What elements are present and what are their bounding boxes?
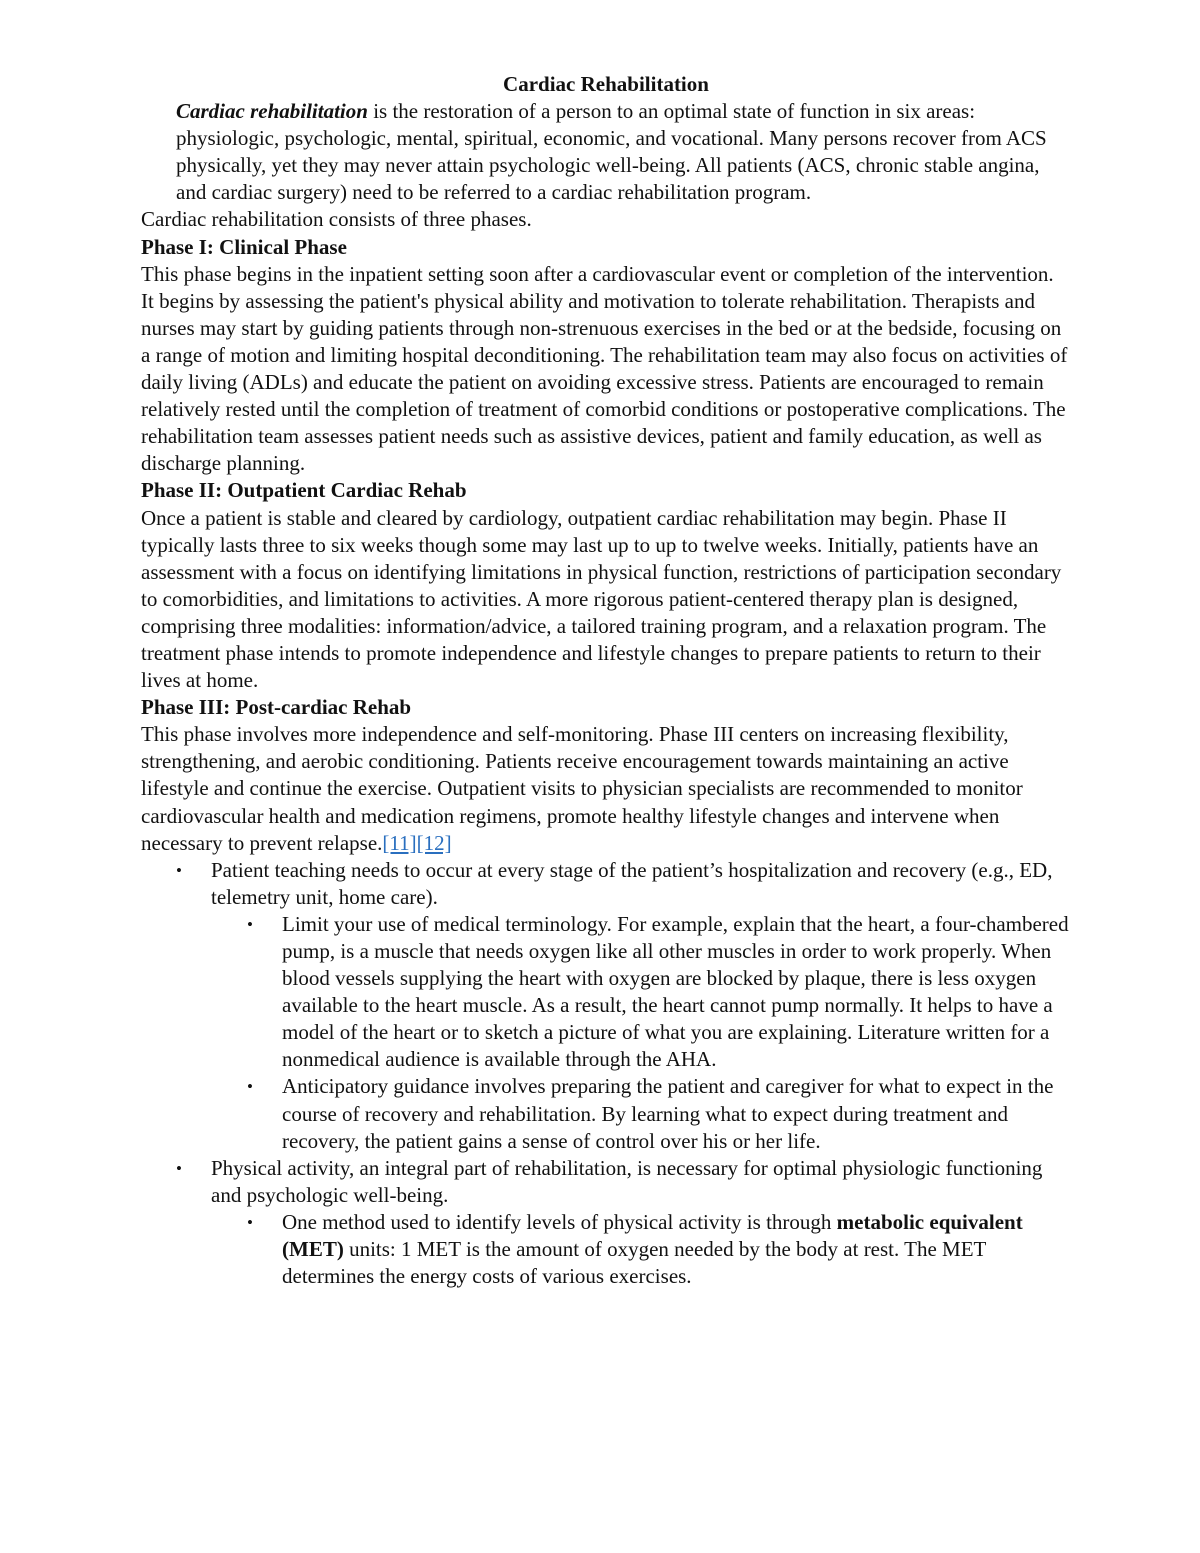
sub-list-item-text: Limit your use of medical terminology. For example, explain that the heart, a four-chambered pump, is a muscle that needs oxygen like all other muscles in order to work properly. When blood vessels supplying the heart with oxygen are blocked by plaque, there is less oxygen available to the heart muscle. As a result, the heart cannot pump normally. It helps to have a model of the heart or to sketch a picture of what you are explaining. Literature written for a nonmedical audience is available through the AHA. [282,911,1069,1072]
document-content [141,71,1071,1290]
document-title: Cardiac Rehabilitation [503,72,709,96]
intro-paragraph [141,98,1071,206]
intro-term: Cardiac rehabilitation [176,99,368,124]
sub-list-item [247,911,1071,1074]
phases-intro: Cardiac rehabilitation consists of three phases. [141,207,532,232]
bullet-icon: • [247,1212,253,1232]
citation-link[interactable]: [11][12] [382,830,452,855]
list-item [176,857,1071,1155]
bullet-icon: • [176,860,182,880]
phase1-body: This phase begins in the inpatient setting soon after a cardiovascular event or completion of the intervention. It begins by assessing the patient's physical ability and motivation to tolerate rehabilitation. Therapists and nurses may start by guiding patients through non-strenuous exercises in the bed or at the bedside, focusing on a range of motion and limiting hospital deconditioning. The rehabilitation team may also focus on activities of daily living (ADLs) and educate the patient on avoiding excessive stress. Patients are encouraged to remain relatively rested until the completion of treatment of comorbid conditions or postoperative complications. The rehabilitation team assesses patient needs such as assistive devices, patient and family education, as well as discharge planning. [141,261,1068,476]
bullet-icon: • [247,914,253,934]
list-item-text: Patient teaching needs to occur at every stage of the patient’s hospitalization and recovery (e.g., ED, telemetry unit, home care). [211,857,1053,909]
phase3-body [141,721,1071,856]
bullet-icon: • [176,1158,182,1178]
phase1-heading: Phase I: Clinical Phase [141,234,347,259]
intro-text: is the restoration of a person to an optimal state of function in six areas: physiologic, psychologic, mental, spiritual, economic, and vocational. Many persons recover from ACS physically, yet they may never attain psychologic well-being. All patients (ACS, chronic stable angina, and cardiac surgery) need to be referred to a cardiac rehabilitation program. [176,99,1047,205]
sub-bullet-list [211,1209,1071,1290]
sub-list-item [247,1209,1071,1290]
sub-list-item-text: Anticipatory guidance involves preparing the patient and caregiver for what to expect in the course of recovery and rehabilitation. By learning what to expect during treatment and recovery, the patient gains a sense of control over his or her life. [282,1074,1054,1153]
phase3-heading: Phase III: Post-cardiac Rehab [141,695,412,720]
phase2-body: Once a patient is stable and cleared by cardiology, outpatient cardiac rehabilitation may begin. Phase II typically lasts three to six weeks though some may last up to up to twelve weeks. Initially, patients have an assessment with a focus on identifying limitations in physical function, restrictions of participation secondary to comorbidities, and limitations to activities. A more rigorous patient-centered therapy plan is designed, comprising three modalities: information/advice, a tailored training program, and a relaxation program. The treatment phase intends to promote independence and lifestyle changes to prepare patients to return to their lives at home. [141,505,1062,693]
phase2-heading: Phase II: Outpatient Cardiac Rehab [141,478,467,503]
list-item-text: Physical activity, an integral part of rehabilitation, is necessary for optimal physiologic functioning and psychologic well-being. [211,1155,1043,1207]
sub-bullet-list [211,911,1071,1155]
met-text-after: units: 1 MET is the amount of oxygen needed by the body at rest. The MET determines the energy costs of various exercises. [282,1237,986,1289]
bullet-list [141,857,1071,1291]
list-item [176,1155,1071,1290]
bullet-icon: • [247,1077,253,1097]
met-text-before: One method used to identify levels of physical activity is through [282,1209,837,1234]
met-term: metabolic equivalent (MET) [282,1209,1023,1262]
sub-list-item [247,1073,1071,1154]
phase3-body-text: This phase involves more independence and self-monitoring. Phase III centers on increasing flexibility, strengthening, and aerobic conditioning. Patients receive encouragement towards maintaining an active lifestyle and continue the exercise. Outpatient visits to physician specialists are recommended to monitor cardiovascular health and medication regimens, promote healthy lifestyle changes and intervene when necessary to prevent relapse. [141,722,1023,855]
